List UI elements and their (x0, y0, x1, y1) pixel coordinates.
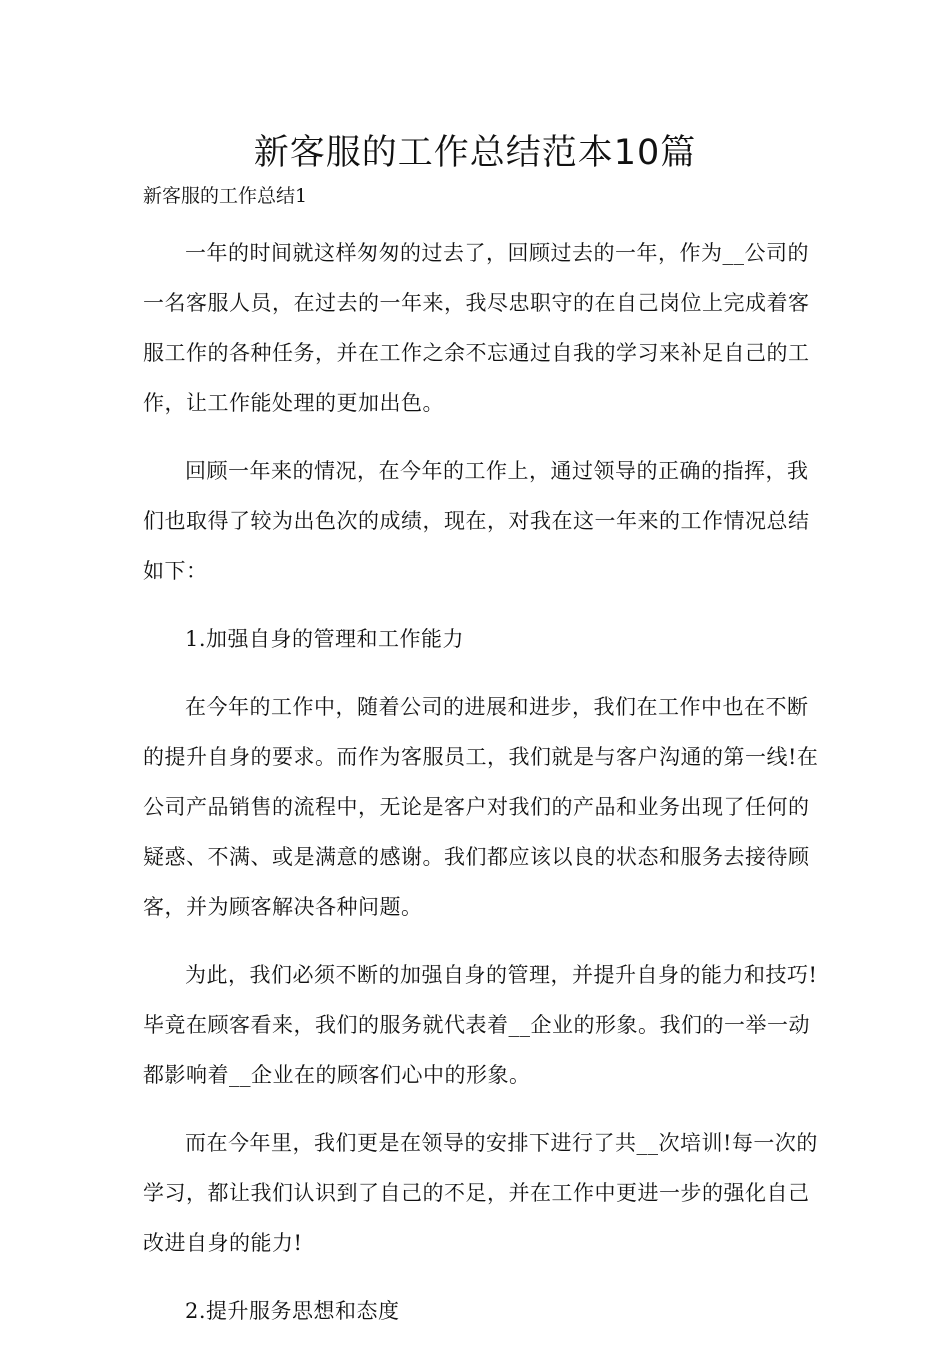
paragraph-2: 回顾一年来的情况，在今年的工作上，通过领导的正确的指挥，我们也取得了较为出色次的成绩，现在，对我在这一年来的工作情况总结如下： (143, 459, 810, 583)
paragraph-1: 一年的时间就这样匆匆的过去了，回顾过去的一年，作为__公司的一名客服人员，在过去的一年来，我尽忠职守的在自己岗位上完成着客服工作的各种任务，并在工作之余不忘通过自我的学习来补足自己的工作，让工作能处理的更加出色。 (143, 241, 810, 415)
subheading-1: 1.加强自身的管理和工作能力 (185, 627, 465, 651)
paragraph-4: 为此，我们必须不断的加强自身的管理，并提升自身的能力和技巧!毕竟在顾客看来，我们的服务就代表着__企业的形象。我们的一举一动都影响着__企业在的顾客们心中的形象。 (143, 963, 818, 1087)
paragraph-5: 而在今年里，我们更是在领导的安排下进行了共__次培训!每一次的学习，都让我们认识到了自己的不足，并在工作中更进一步的强化自己改进自身的能力! (143, 1131, 818, 1255)
subheading-2: 2.提升服务思想和态度 (185, 1299, 400, 1323)
section-heading: 新客服的工作总结1 (143, 185, 308, 207)
document-body (143, 180, 823, 1354)
paragraph-3: 在今年的工作中，随着公司的进展和进步，我们在工作中也在不断的提升自身的要求。而作为客服员工，我们就是与客户沟通的第一线!在公司产品销售的流程中，无论是客户对我们的产品和业务出现了任何的疑惑、不满、或是满意的感谢。我们都应该以良的状态和服务去接待顾客，并为顾客解决各种问题。 (143, 695, 819, 919)
document-title: 新客服的工作总结范本10篇 (253, 133, 697, 173)
